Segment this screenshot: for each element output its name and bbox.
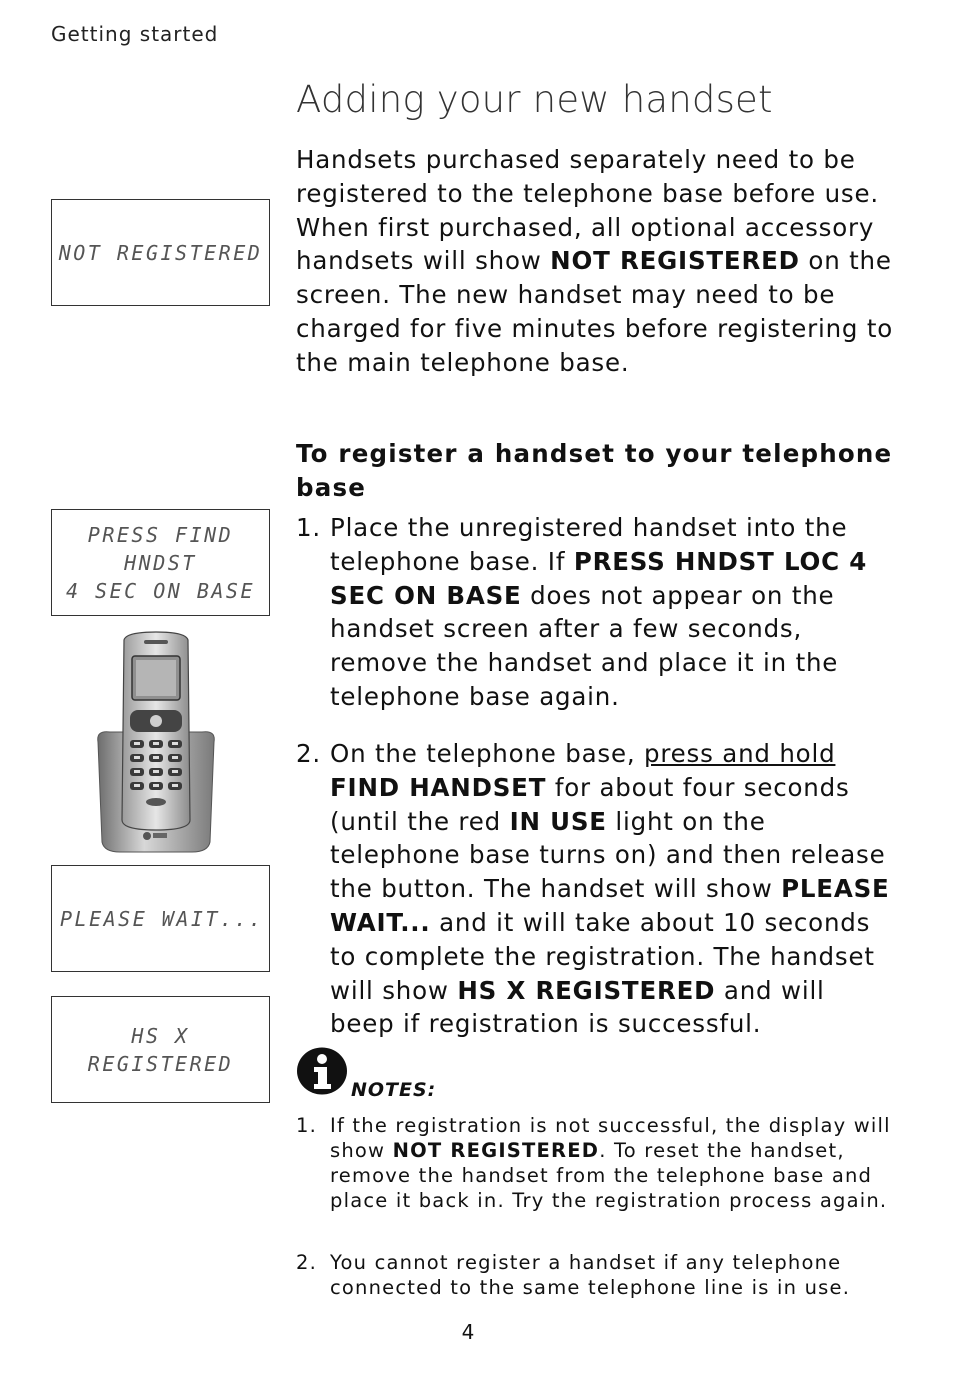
page-title: Adding your new handset xyxy=(296,78,773,121)
section-label: Getting started xyxy=(51,22,219,46)
note-number: 1. xyxy=(296,1114,318,1137)
page-number: 4 xyxy=(461,1320,475,1344)
note-number: 2. xyxy=(296,1251,318,1274)
note-2 xyxy=(296,1250,896,1300)
intro-paragraph: Handsets purchased separately need to be registered to the telephone base before use. When first purchased, all optional accessory handsets will show NOT REGISTERED on the screen. The new handset may need to be charged for five minutes before registering to the main telephone base. xyxy=(296,145,894,377)
step-number: 2. xyxy=(296,739,321,768)
lcd-screen-press-find xyxy=(51,509,270,616)
note-1 xyxy=(296,1113,896,1213)
lcd-line: PLEASE WAIT... xyxy=(60,906,264,931)
lcd-line: REGISTERED xyxy=(87,1051,234,1076)
lcd-line: HS X xyxy=(131,1023,190,1048)
lcd-screen-not-registered xyxy=(51,199,270,306)
step-text: Place the unregistered handset into the telephone base. If PRESS HNDST LOC 4 SEC ON BASE does not appear on the handset screen after a few seconds, remove the handset and place it in the telephone base again. xyxy=(330,513,868,711)
step-number: 1. xyxy=(296,513,321,542)
lcd-line: NOT REGISTERED xyxy=(58,240,263,265)
info-icon xyxy=(296,1046,348,1096)
lcd-line: 4 SEC ON BASE xyxy=(65,578,256,603)
handset-in-base-image xyxy=(92,630,220,854)
lcd-screen-please-wait xyxy=(51,865,270,972)
step-1 xyxy=(296,511,896,714)
step-2 xyxy=(296,737,896,1041)
step-text: On the telephone base, press and hold FIND HANDSET for about four seconds (until the red IN USE light on the telephone base turns on) and then release the button. The handset will show PLEASE WAIT... and it will take about 10 seconds to complete the registration. The handset will show HS X REGISTERED and will beep if registration is successful. xyxy=(330,739,890,1039)
note-text: You cannot register a handset if any telephone connected to the same telephone line is in use. xyxy=(330,1251,851,1299)
lcd-screen-hs-registered xyxy=(51,996,270,1103)
register-subheading: To register a handset to your telephone base xyxy=(296,439,893,502)
lcd-line: PRESS FIND HNDST xyxy=(87,522,234,575)
notes-title: NOTES: xyxy=(351,1079,437,1101)
note-text: If the registration is not successful, the display will show NOT REGISTERED. To reset the handset, remove the handset from the telephone base and place it back in. Try the registration process again. xyxy=(330,1114,891,1212)
